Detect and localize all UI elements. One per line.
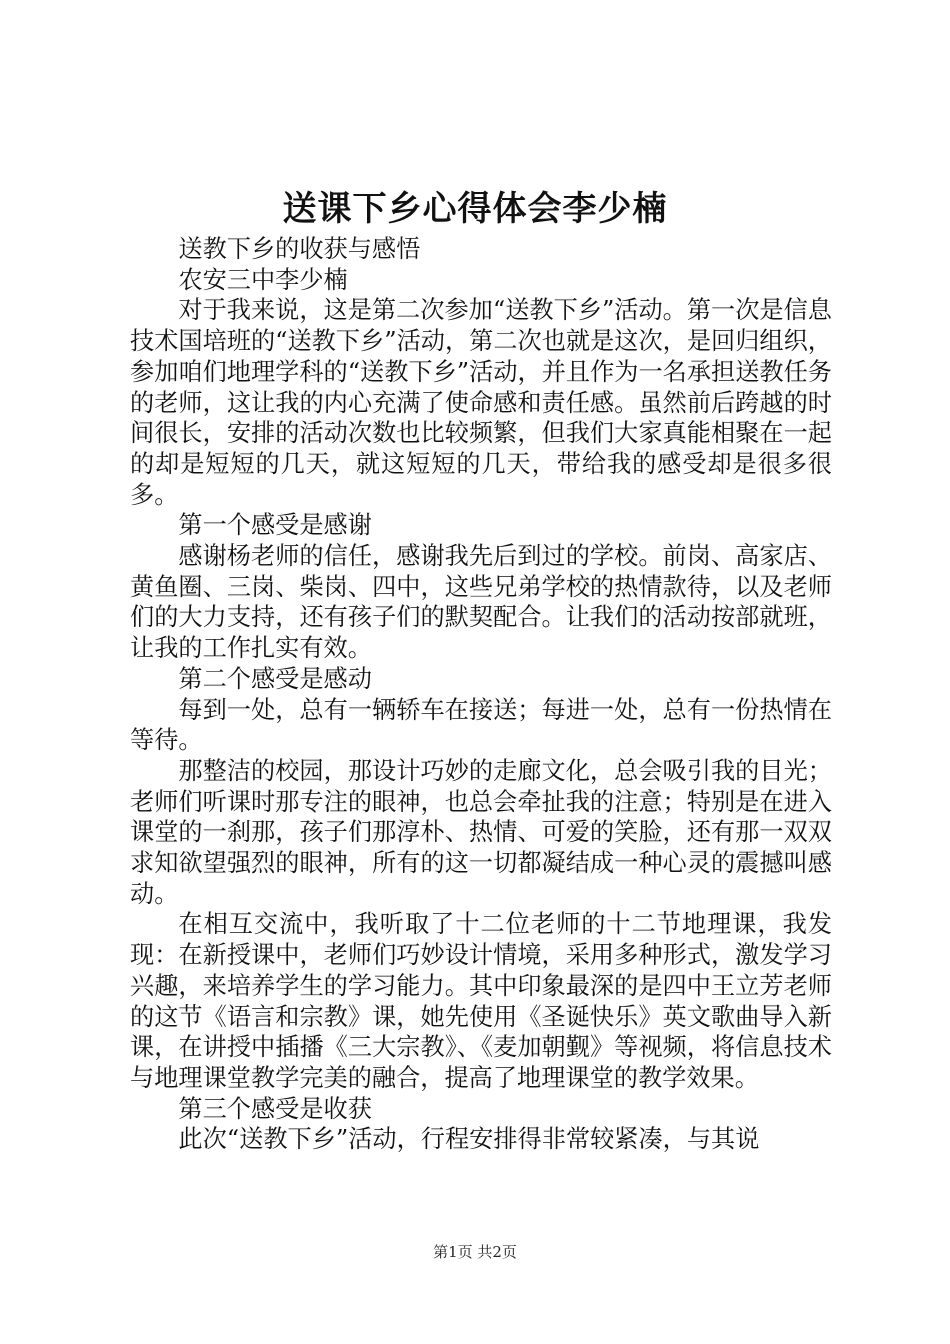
document-title: 送课下乡心得体会李少楠 — [282, 189, 668, 229]
body-paragraph: 感谢杨老师的信任，感谢我先后到过的学校。前岗、高家店、黄鱼圈、三岗、柴岗、四中，这些兄弟学校的热情款待，以及老师们的大力支持，还有孩子们的默契配合。让我们的活动按部就班，让我的工作扎实有效。 — [130, 542, 832, 663]
section-heading: 第一个感受是感谢 — [178, 511, 372, 540]
body-paragraph: 此次“送教下乡”活动，行程安排得非常较紧凑，与其说 — [178, 1125, 760, 1154]
body-paragraph: 在相互交流中，我听取了十二位老师的十二节地理课，我发现：在新授课中，老师们巧妙设计情境，采用多种形式，激发学习兴趣，来培养学生的学习能力。其中印象最深的是四中王立芳老师的这节《语言和宗教》课，她先使用《圣诞快乐》英文歌曲导入新课，在讲授中插播《三大宗教》、《麦加朝觐》等视频，将信息技术与地理课堂教学完美的融合，提高了地理课堂的教学效果。 — [130, 910, 832, 1092]
body-paragraph: 每到一处，总有一辆轿车在接送；每进一处，总有一份热情在等待。 — [130, 695, 832, 755]
section-heading: 第二个感受是感动 — [178, 664, 372, 693]
document-body — [130, 234, 832, 1155]
section-heading: 第三个感受是收获 — [178, 1094, 372, 1123]
body-paragraph: 那整洁的校园，那设计巧妙的走廊文化，总会吸引我的目光；老师们听课时那专注的眼神，也总会牵扯我的注意；特别是在进入课堂的一刹那，孩子们那淳朴、热情、可爱的笑脸，还有那一双双求知欲望强烈的眼神，所有的这一切都凝结成一种心灵的震撼叫感动。 — [130, 756, 832, 908]
page-footer: 第1页 共2页 — [433, 1243, 517, 1261]
subtitle-paragraph: 送教下乡的收获与感悟 — [178, 235, 421, 263]
author-paragraph: 农安三中李少楠 — [178, 265, 348, 294]
body-paragraph: 对于我来说，这是第二次参加“送教下乡”活动。第一次是信息技术国培班的“送教下乡”活动，第二次也就是这次，是回归组织，参加咱们地理学科的“送教下乡”活动，并且作为一名承担送教任务的老师，这让我的内心充满了使命感和责任感。虽然前后跨越的时间很长，安排的活动次数也比较频繁，但我们大家真能相聚在一起的却是短短的几天，就这短短的几天，带给我的感受却是很多很多。 — [130, 296, 832, 509]
